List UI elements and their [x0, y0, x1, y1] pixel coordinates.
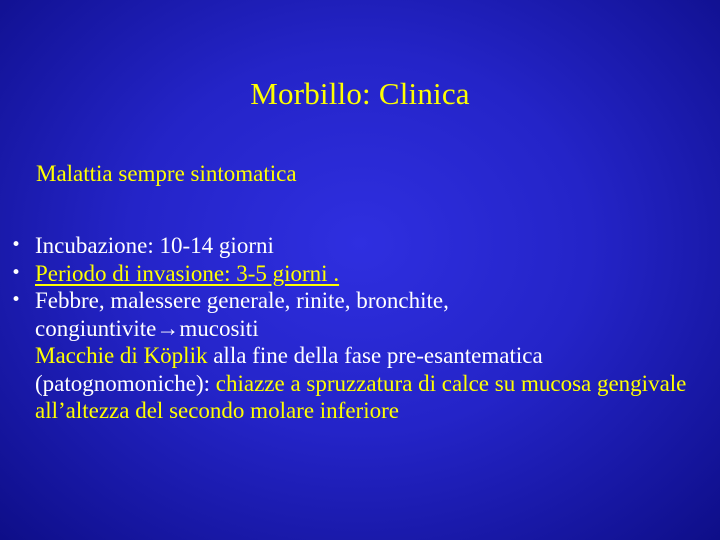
bullet-text: Periodo di invasione: 3-5 giorni . [35, 260, 340, 286]
bullet-item-incubazione [6, 232, 706, 260]
bullet-item-febbre [6, 287, 706, 342]
slide-title: Morbillo: Clinica [250, 76, 470, 111]
bullet-icon: • [10, 235, 22, 255]
patho-label: (patognomoniche): [35, 370, 216, 396]
bullet-text-line-1: Febbre, malessere generale, rinite, bronchite, [35, 288, 449, 313]
bullet-list [6, 232, 706, 425]
bullet-text: Incubazione: 10-14 giorni [35, 233, 274, 258]
koplik-rest: alla fine della fase pre-esantematica [207, 343, 543, 368]
koplik-label: Macchie di Köplik [35, 343, 208, 368]
bullet-text-line-2: congiuntivite→mucositi [35, 315, 259, 341]
continuation-paragraph [6, 342, 706, 425]
bullet-icon: • [10, 290, 22, 310]
bullet-item-periodo-invasione [6, 260, 706, 288]
bullet-icon: • [10, 262, 22, 283]
patho-desc: chiazze a spruzzatura di calce su mucosa gengivale all’altezza del secondo molare inferiore [35, 370, 687, 423]
slide-subtitle: Malattia sempre sintomatica [36, 161, 297, 186]
